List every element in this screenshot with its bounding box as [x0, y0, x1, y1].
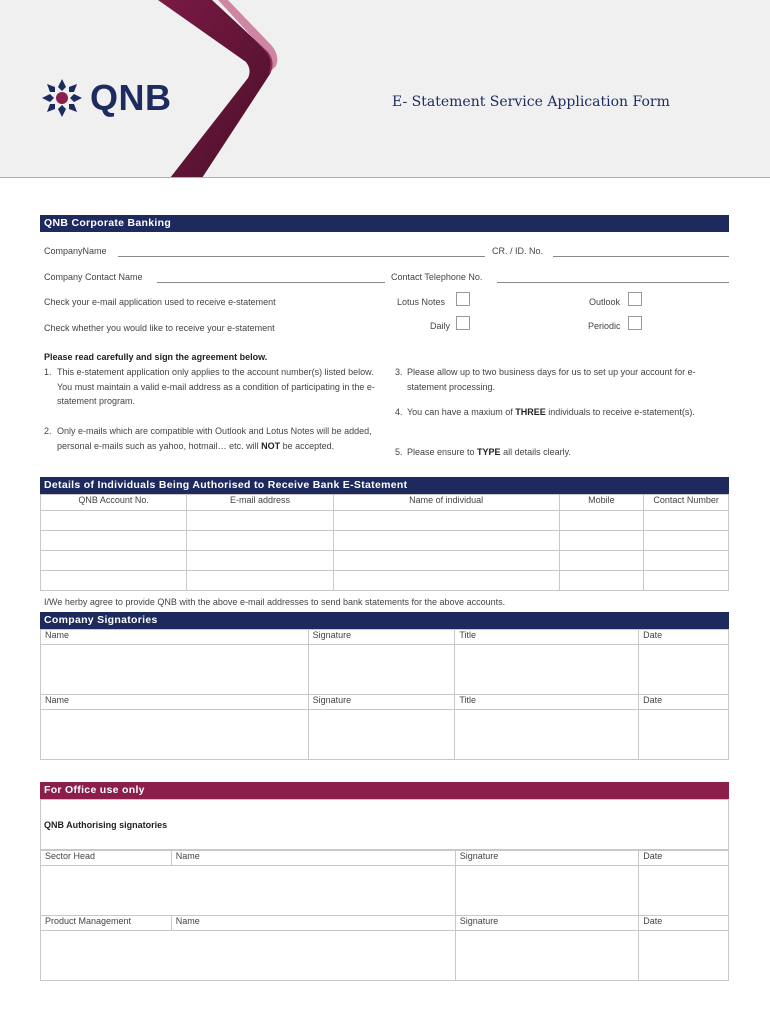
agreement-point-5: 5. Please ensure to TYPE all details clearly. — [395, 447, 571, 457]
contact-name-label: Company Contact Name — [44, 272, 143, 282]
col-mobile: Mobile — [559, 495, 644, 511]
office-use-bar: For Office use only — [40, 782, 729, 799]
sig1-signature-label: Signature — [308, 630, 455, 645]
daily-label: Daily — [430, 321, 451, 331]
col-contact-number: Contact Number — [644, 495, 729, 511]
header-divider — [0, 177, 770, 178]
individuals-header-row — [41, 495, 729, 511]
office-label-row — [41, 916, 729, 931]
office2-date-label: Date — [639, 916, 729, 931]
email-app-question: Check your e-mail application used to receive e-statement — [44, 297, 276, 307]
corporate-banking-bar: QNB Corporate Banking — [40, 215, 729, 232]
outlook-checkbox[interactable] — [628, 292, 642, 306]
cr-id-field[interactable] — [553, 256, 729, 257]
lotus-notes-label: Lotus Notes — [397, 297, 446, 307]
office-row[interactable] — [41, 931, 729, 981]
qnb-emblem-icon — [40, 77, 84, 119]
signatory-row[interactable] — [41, 645, 729, 695]
signatory-row[interactable] — [41, 710, 729, 760]
sig2-title-label: Title — [455, 695, 639, 710]
col-name: Name of individual — [333, 495, 559, 511]
agreement-point-4: 4. You can have a maxium of THREE individuals to receive e-statement(s). — [395, 407, 695, 417]
office-subtitle: QNB Authorising signatories — [44, 820, 168, 830]
office1-signature-label: Signature — [455, 851, 638, 866]
product-mgmt-label: Product Management — [41, 916, 172, 931]
sig2-date-label: Date — [639, 695, 729, 710]
form-title: E- Statement Service Application Form — [392, 94, 670, 110]
table-row[interactable] — [41, 511, 729, 531]
sig2-name-label: Name — [41, 695, 309, 710]
contact-name-field[interactable] — [157, 282, 385, 283]
contact-phone-label: Contact Telephone No. — [391, 272, 483, 282]
office-row[interactable] — [41, 866, 729, 916]
sig1-date-label: Date — [639, 630, 729, 645]
signatory-label-row — [41, 630, 729, 645]
office2-name-label: Name — [171, 916, 455, 931]
sector-head-label: Sector Head — [41, 851, 172, 866]
agreement-point-3: 3. Please allow up to two business days for us to set up your account for e-statement processing. — [395, 367, 696, 392]
col-email: E-mail address — [187, 495, 333, 511]
sig1-title-label: Title — [455, 630, 639, 645]
signatories-table — [40, 629, 729, 760]
frequency-question: Check whether you would like to receive your e-statement — [44, 323, 275, 333]
office1-name-label: Name — [171, 851, 455, 866]
office-label-row — [41, 851, 729, 866]
individuals-bar: Details of Individuals Being Authorised to Receive Bank E-Statement — [40, 477, 729, 494]
company-name-field[interactable] — [118, 256, 485, 257]
individuals-table — [40, 494, 729, 591]
table-row[interactable] — [41, 571, 729, 591]
cr-id-label: CR. / ID. No. — [492, 246, 544, 256]
signatories-bar: Company Signatories — [40, 612, 729, 629]
agree-statement: I/We herby agree to provide QNB with the above e-mail addresses to send bank statements for the above accounts. — [44, 597, 506, 607]
sig2-signature-label: Signature — [308, 695, 455, 710]
lotus-notes-checkbox[interactable] — [456, 292, 470, 306]
outlook-label: Outlook — [589, 297, 621, 307]
company-name-label: CompanyName — [44, 246, 107, 256]
daily-checkbox[interactable] — [456, 316, 470, 330]
periodic-checkbox[interactable] — [628, 316, 642, 330]
office2-signature-label: Signature — [455, 916, 638, 931]
agreement-title: Please read carefully and sign the agreement below. — [44, 352, 268, 362]
signatory-label-row — [41, 695, 729, 710]
office-signatories-table — [40, 850, 729, 981]
sig1-name-label: Name — [41, 630, 309, 645]
logo-wordmark: QNB — [90, 77, 172, 118]
table-row[interactable] — [41, 531, 729, 551]
contact-phone-field[interactable] — [497, 282, 729, 283]
agreement-point-1: 1. This e-statement application only applies to the account number(s) listed below. You must maintain a valid e-mail address as a condition of participating in the e-statement program. — [44, 367, 375, 406]
periodic-label: Periodic — [588, 321, 621, 331]
table-row[interactable] — [41, 551, 729, 571]
office1-date-label: Date — [639, 851, 729, 866]
col-account-no: QNB Account No. — [41, 495, 187, 511]
qnb-logo — [40, 77, 172, 119]
agreement-point-2: 2. Only e-mails which are compatible with Outlook and Lotus Notes will be added, personal e-mails such as yahoo, hotmail… etc. will NOT be accepted. — [44, 426, 372, 451]
